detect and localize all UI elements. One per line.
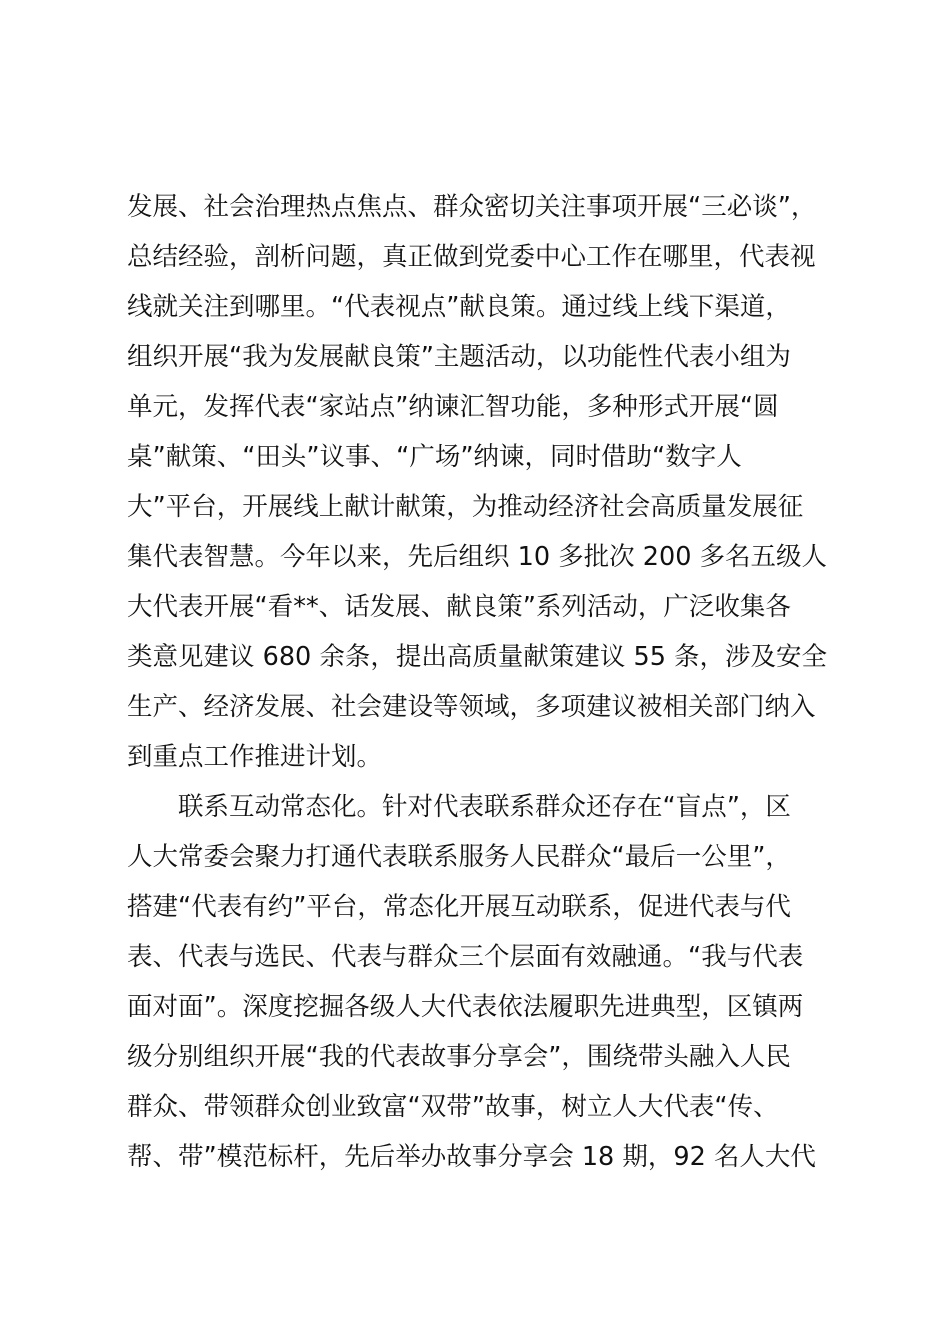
text-line: 帮、带”模范标杆，先后举办故事分享会 18 期，92 名人大代 <box>127 1142 816 1172</box>
text-line: 大代表开展“看**、话发展、献良策”系列活动，广泛收集各 <box>127 592 791 622</box>
text-line: 到重点工作推进计划。 <box>127 742 383 772</box>
text-line: 人大常委会聚力打通代表联系服务人民群众“最后一公里”， <box>127 842 791 872</box>
text-line: 集代表智慧。今年以来，先后组织 10 多批次 200 多名五级人 <box>127 542 828 572</box>
text-line: 表、代表与选民、代表与群众三个层面有效融通。“我与代表 <box>127 942 804 972</box>
text-line: 面对面”。深度挖掘各级人大代表依法履职先进典型，区镇两 <box>127 992 804 1022</box>
text-line: 线就关注到哪里。“代表视点”献良策。通过线上线下渠道， <box>127 292 791 322</box>
paragraph-2 <box>127 782 837 1182</box>
text-line: 发展、社会治理热点焦点、群众密切关注事项开展“三必谈”， <box>127 192 817 222</box>
text-line: 搭建“代表有约”平台，常态化开展互动联系，促进代表与代 <box>127 892 791 922</box>
body-text <box>127 182 837 1182</box>
text-line: 类意见建议 680 余条，提出高质量献策建议 55 条，涉及安全 <box>127 642 828 672</box>
text-line: 群众、带领群众创业致富“双带”故事，树立人大代表“传、 <box>127 1092 779 1122</box>
paragraph-1 <box>127 182 837 782</box>
text-line: 联系互动常态化。针对代表联系群众还存在“盲点”，区 <box>178 792 791 822</box>
text-line: 大”平台，开展线上献计献策，为推动经济社会高质量发展征 <box>127 492 804 522</box>
text-line: 级分别组织开展“我的代表故事分享会”，围绕带头融入人民 <box>127 1042 791 1072</box>
text-line: 生产、经济发展、社会建设等领域，多项建议被相关部门纳入 <box>127 692 816 722</box>
text-line: 桌”献策、“田头”议事、“广场”纳谏，同时借助“数字人 <box>127 442 742 472</box>
text-line: 组织开展“我为发展献良策”主题活动，以功能性代表小组为 <box>127 342 791 372</box>
text-line: 单元，发挥代表“家站点”纳谏汇智功能，多种形式开展“圆 <box>127 392 779 422</box>
text-line: 总结经验，剖析问题，真正做到党委中心工作在哪里，代表视 <box>127 242 816 272</box>
